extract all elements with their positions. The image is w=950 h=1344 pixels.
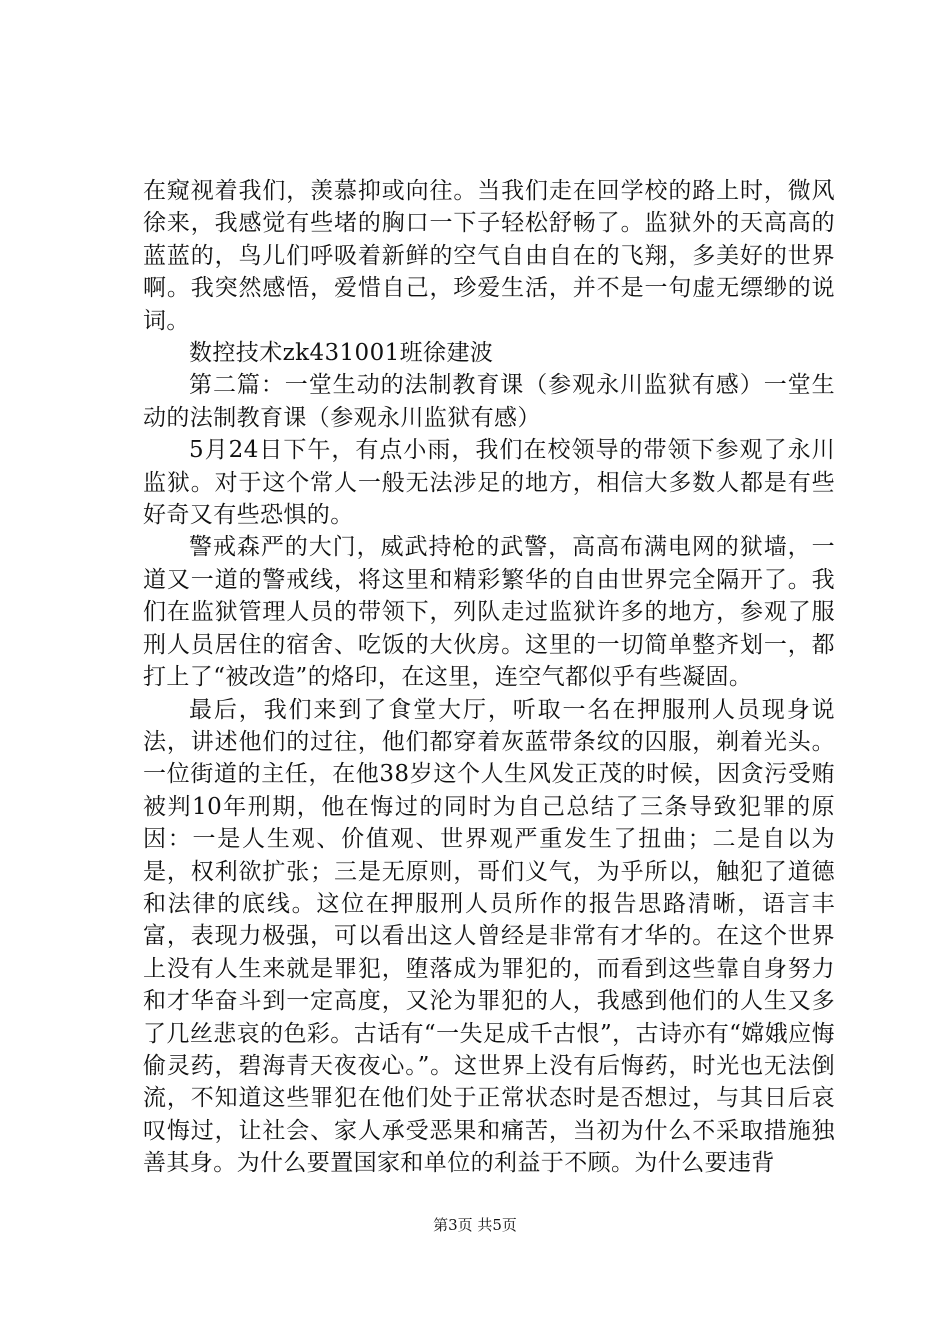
author-line: 数控技术zk431001班徐建波 xyxy=(189,340,494,367)
paragraph: 警戒森严的大门，威武持枪的武警，高高布满电网的狱墙，一道又一道的警戒线，将这里和精彩繁华的自由世界完全隔开了。我们在监狱管理人员的带领下，列队走过监狱许多的地方，参观了服刑人员居住的宿舍、吃饭的大伙房。这里的一切简单整齐划一，都打上了“被改造”的烙印，在这里，连空气都似乎有些凝固。 xyxy=(143,534,835,691)
page-footer: 第3页 共5页 xyxy=(433,1216,517,1234)
section-heading: 第二篇：一堂生动的法制教育课（参观永川监狱有感）一堂生动的法制教育课（参观永川监狱有感） xyxy=(143,372,835,431)
body-text xyxy=(143,175,835,1180)
paragraph: 5月24日下午，有点小雨，我们在校领导的带领下参观了永川监狱。对于这个常人一般无法涉足的地方，相信大多数人都是有些好奇又有些恐惧的。 xyxy=(143,437,835,529)
paragraph-continuation: 在窥视着我们，羡慕抑或向往。当我们走在回学校的路上时，微风徐来，我感觉有些堵的胸口一下子轻松舒畅了。监狱外的天高高的蓝蓝的，鸟儿们呼吸着新鲜的空气自由自在的飞翔，多美好的世界啊。我突然感悟，爱惜自己，珍爱生活，并不是一句虚无缥缈的说词。 xyxy=(143,178,835,334)
paragraph: 最后，我们来到了食堂大厅，听取一名在押服刑人员现身说法，讲述他们的过往，他们都穿着灰蓝带条纹的囚服，剃着光头。一位街道的主任，在他38岁这个人生风发正茂的时候，因贪污受贿被判10年刑期，他在悔过的同时为自己总结了三条导致犯罪的原因：一是人生观、价值观、世界观严重发生了扭曲；二是自以为是，权利欲扩张；三是无原则，哥们义气，为乎所以，触犯了道德和法律的底线。这位在押服刑人员所作的报告思路清晰，语言丰富，表现力极强，可以看出这人曾经是非常有才华的。在这个世界上没有人生来就是罪犯，堕落成为罪犯的，而看到这些靠自身努力和才华奋斗到一定高度，又沦为罪犯的人，我感到他们的人生又多了几丝悲哀的色彩。古话有“一失足成千古恨”，古诗亦有“嫦娥应悔偷灵药，碧海青天夜夜心。”。这世界上没有后悔药，时光也无法倒流，不知道这些罪犯在他们处于正常状态时是否想过，与其日后哀叹悔过，让社会、家人承受恶果和痛苦，当初为什么不采取措施独善其身。为什么要置国家和单位的利益于不顾。为什么要违背 xyxy=(143,696,835,1177)
